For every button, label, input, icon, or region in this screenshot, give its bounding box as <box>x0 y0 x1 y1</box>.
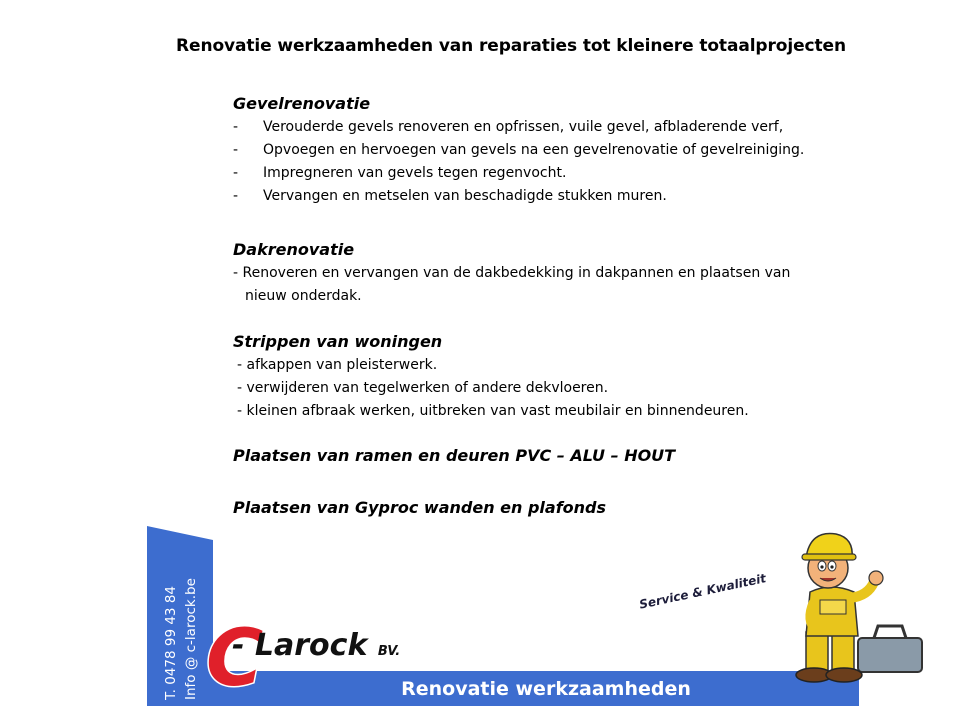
contact-info <box>161 578 201 700</box>
section-ramen-deuren: Plaatsen van ramen en deuren PVC – ALU – HOUT <box>233 446 676 465</box>
slogan: Service & Kwaliteit <box>638 571 768 612</box>
logo-letter: C <box>206 614 264 704</box>
list-item: - Impregneren van gevels tegen regenvocht. <box>233 165 567 181</box>
list-item: - Vervangen en metselen van beschadigde stukken muren. <box>233 188 667 204</box>
phone-number: T. 0478 99 43 84 <box>163 586 179 700</box>
section-heading: Dakrenovatie <box>233 240 355 259</box>
section-heading: Gevelrenovatie <box>233 94 371 113</box>
list-item: - Opvoegen en hervoegen van gevels na een gevelrenovatie of gevelreiniging. <box>233 142 805 158</box>
email-address: Info @ c-larock.be <box>183 578 199 700</box>
list-item: - Renoveren en vervangen van de dakbedekking in dakpannen en plaatsen van <box>233 265 791 281</box>
logo-wordmark: - Larock BV. <box>232 628 401 663</box>
banner-title: Renovatie werkzaamheden <box>401 678 691 700</box>
worker-mascot-image <box>776 520 956 700</box>
main-title: Renovatie werkzaamheden van reparaties tot kleinere totaalprojecten <box>176 36 846 56</box>
section-heading: Strippen van woningen <box>233 332 443 351</box>
section-gyproc: Plaatsen van Gyproc wanden en plafonds <box>233 498 607 517</box>
list-item: - Verouderde gevels renoveren en opfrissen, vuile gevel, afbladerende verf, <box>233 119 784 135</box>
list-item: - verwijderen van tegelwerken of andere dekvloeren. <box>237 380 609 396</box>
list-item: - afkappen van pleisterwerk. <box>237 357 438 373</box>
list-item-continuation: nieuw onderdak. <box>245 288 362 304</box>
list-item: - kleinen afbraak werken, uitbreken van vast meubilair en binnendeuren. <box>237 403 749 419</box>
